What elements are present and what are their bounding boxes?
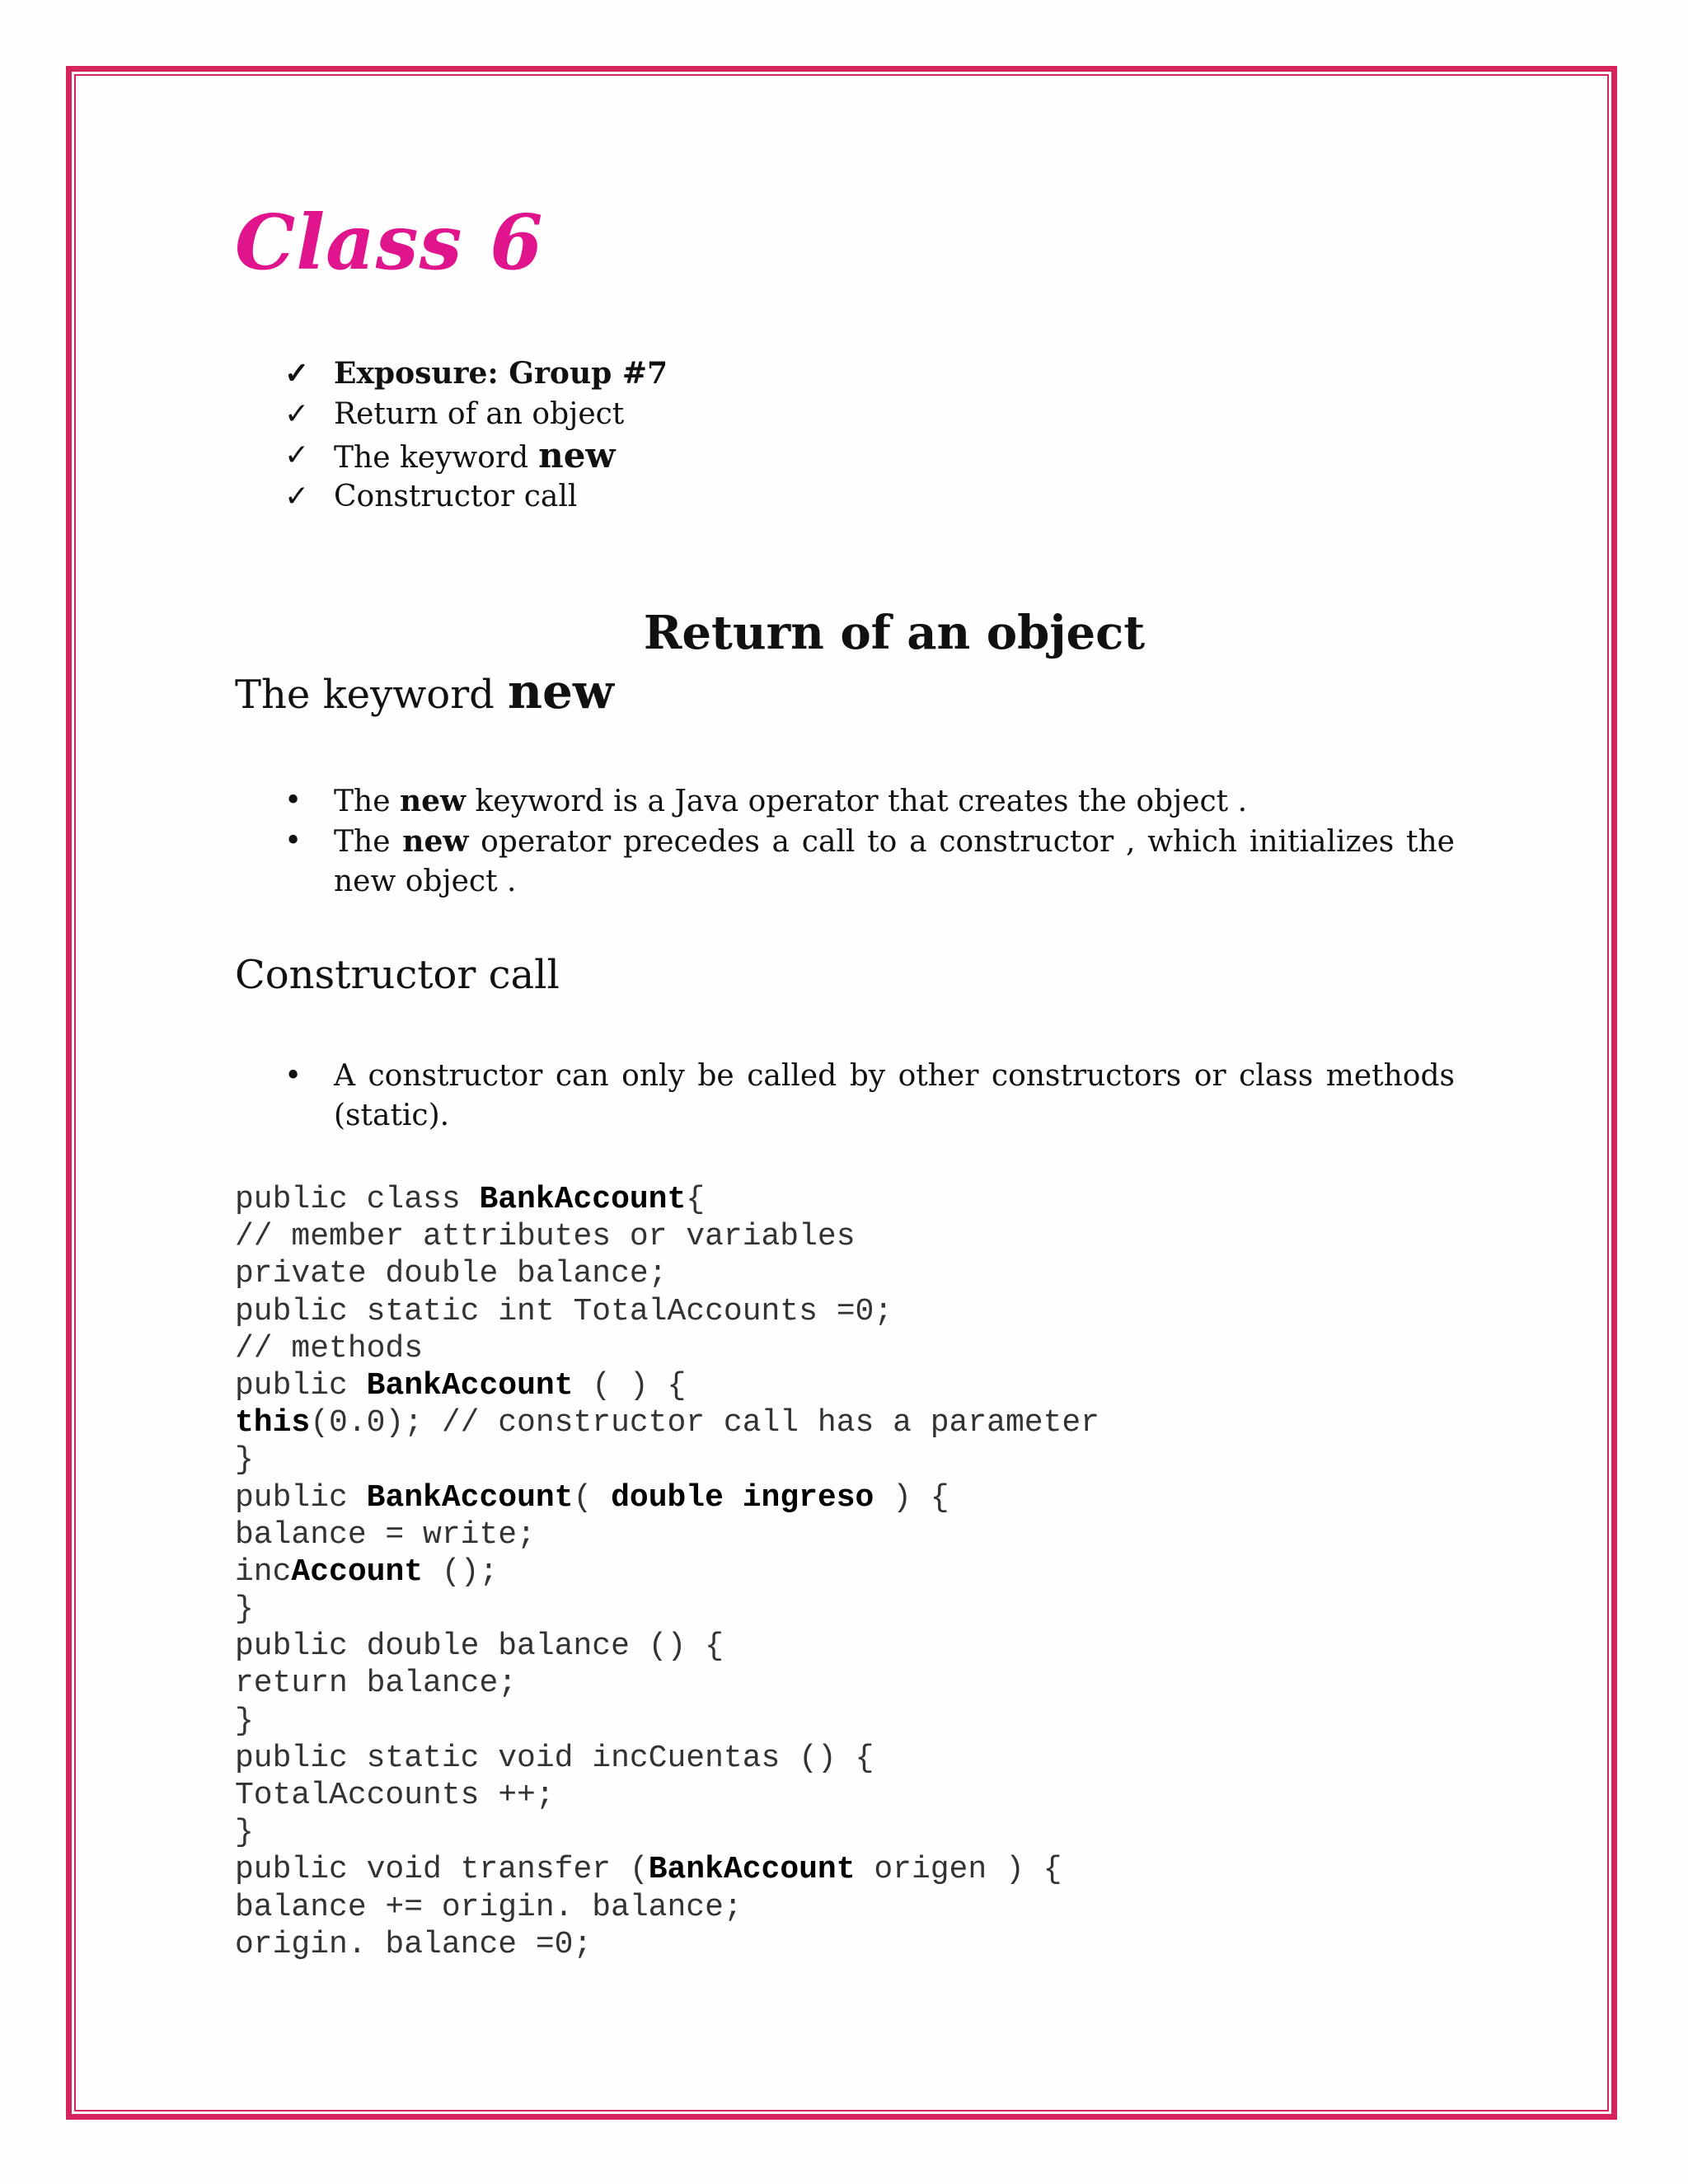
code-block <box>235 1181 1100 1963</box>
code-token: origen ) { <box>855 1852 1062 1888</box>
checklist-item-label: Return of an object <box>334 397 625 431</box>
code-line <box>235 1479 1100 1516</box>
code-line <box>235 1777 1100 1814</box>
code-line <box>235 1404 1100 1441</box>
code-token: ( ) { <box>573 1367 687 1404</box>
code-line <box>235 1330 1100 1367</box>
code-token-bold: BankAccount <box>366 1367 574 1404</box>
code-token: } <box>235 1591 254 1628</box>
code-token: public class <box>235 1182 480 1217</box>
code-line <box>235 1851 1100 1888</box>
constructor-bullets <box>284 1057 1455 1136</box>
bullet-item <box>284 781 1455 822</box>
code-token: } <box>235 1815 254 1851</box>
code-token: public <box>235 1367 367 1404</box>
keyword-heading-text: The keyword <box>235 672 495 718</box>
bullet-text: The <box>334 825 403 859</box>
topic-checklist <box>284 353 668 518</box>
code-line <box>235 1293 1100 1330</box>
code-line <box>235 1926 1100 1963</box>
code-token: public double balance () { <box>235 1629 724 1665</box>
bullet-text: operator precedes a call to a constructor , which initializes the new object . <box>334 825 1455 898</box>
code-token: private double balance; <box>235 1256 668 1292</box>
bullet-item <box>284 822 1455 902</box>
bullet-text: A constructor can only be called by other constructors or class methods (static). <box>334 1059 1455 1132</box>
checklist-item <box>284 353 668 394</box>
code-token: ) { <box>874 1479 950 1516</box>
constructor-heading: Constructor call <box>235 952 560 998</box>
code-line <box>235 1740 1100 1777</box>
code-token: balance += origin. balance; <box>235 1889 743 1925</box>
section-title: Return of an object <box>643 606 1146 660</box>
code-token: balance = write; <box>235 1516 536 1553</box>
new-keyword-bullets <box>284 781 1455 902</box>
code-token-bold: this <box>235 1405 311 1441</box>
code-token: // member attributes or variables <box>235 1219 856 1255</box>
code-token: } <box>235 1703 254 1739</box>
checklist-item-label: Constructor call <box>334 480 578 513</box>
code-line <box>235 1889 1100 1926</box>
code-token-bold: BankAccount <box>648 1852 856 1888</box>
checkmark-icon: ✓ <box>284 356 310 391</box>
code-line <box>235 1665 1100 1702</box>
code-line <box>235 1367 1100 1404</box>
code-token: origin. balance =0; <box>235 1926 593 1962</box>
code-token: ( <box>573 1479 612 1516</box>
code-token: inc <box>235 1554 292 1590</box>
bullet-item <box>284 1057 1455 1136</box>
code-token: // methods <box>235 1330 424 1366</box>
code-token: public <box>235 1479 367 1516</box>
code-token: public static int TotalAccounts =0; <box>235 1293 893 1329</box>
bullet-icon: • <box>284 824 302 858</box>
checklist-item <box>284 394 668 435</box>
code-token: (0.0); // constructor call has a parameter <box>310 1405 1100 1441</box>
code-token: public static void incCuentas () { <box>235 1740 874 1776</box>
code-line <box>235 1703 1100 1740</box>
keyword-heading-keyword: new <box>507 663 614 719</box>
checkmark-icon: ✓ <box>284 480 310 513</box>
bullet-text: keyword is a Java operator that creates the object . <box>466 785 1248 818</box>
code-token: public void transfer ( <box>235 1852 649 1888</box>
code-token-bold: Account <box>291 1554 424 1590</box>
checklist-item-label: Exposure: Group #7 <box>334 356 668 391</box>
class-title: Class 6 <box>235 198 544 287</box>
code-token-bold: double ingreso <box>611 1479 874 1516</box>
bullet-icon: • <box>284 784 302 818</box>
code-token-bold: BankAccount <box>479 1182 687 1217</box>
checklist-item-keyword: new <box>538 435 616 476</box>
checklist-item <box>284 435 668 476</box>
code-token: (); <box>423 1554 499 1590</box>
code-line <box>235 1516 1100 1554</box>
code-token: { <box>686 1182 706 1217</box>
code-line <box>235 1628 1100 1665</box>
code-line <box>235 1591 1100 1628</box>
bullet-text: The <box>334 785 400 818</box>
checklist-item <box>284 476 668 518</box>
code-token-bold: BankAccount <box>366 1479 574 1516</box>
code-line <box>235 1814 1100 1851</box>
checkmark-icon: ✓ <box>284 397 310 431</box>
code-line <box>235 1554 1100 1591</box>
code-token: } <box>235 1442 254 1479</box>
code-line <box>235 1218 1100 1255</box>
bullet-keyword: new <box>399 784 467 818</box>
bullet-keyword: new <box>402 824 469 859</box>
bullet-icon: • <box>284 1059 302 1093</box>
keyword-heading <box>235 663 614 719</box>
code-line <box>235 1255 1100 1292</box>
code-line <box>235 1441 1100 1479</box>
code-token: TotalAccounts ++; <box>235 1778 555 1813</box>
checklist-item-label: The keyword <box>334 441 529 475</box>
checkmark-icon: ✓ <box>284 438 310 472</box>
code-token: return balance; <box>235 1666 518 1702</box>
code-line <box>235 1181 1100 1218</box>
